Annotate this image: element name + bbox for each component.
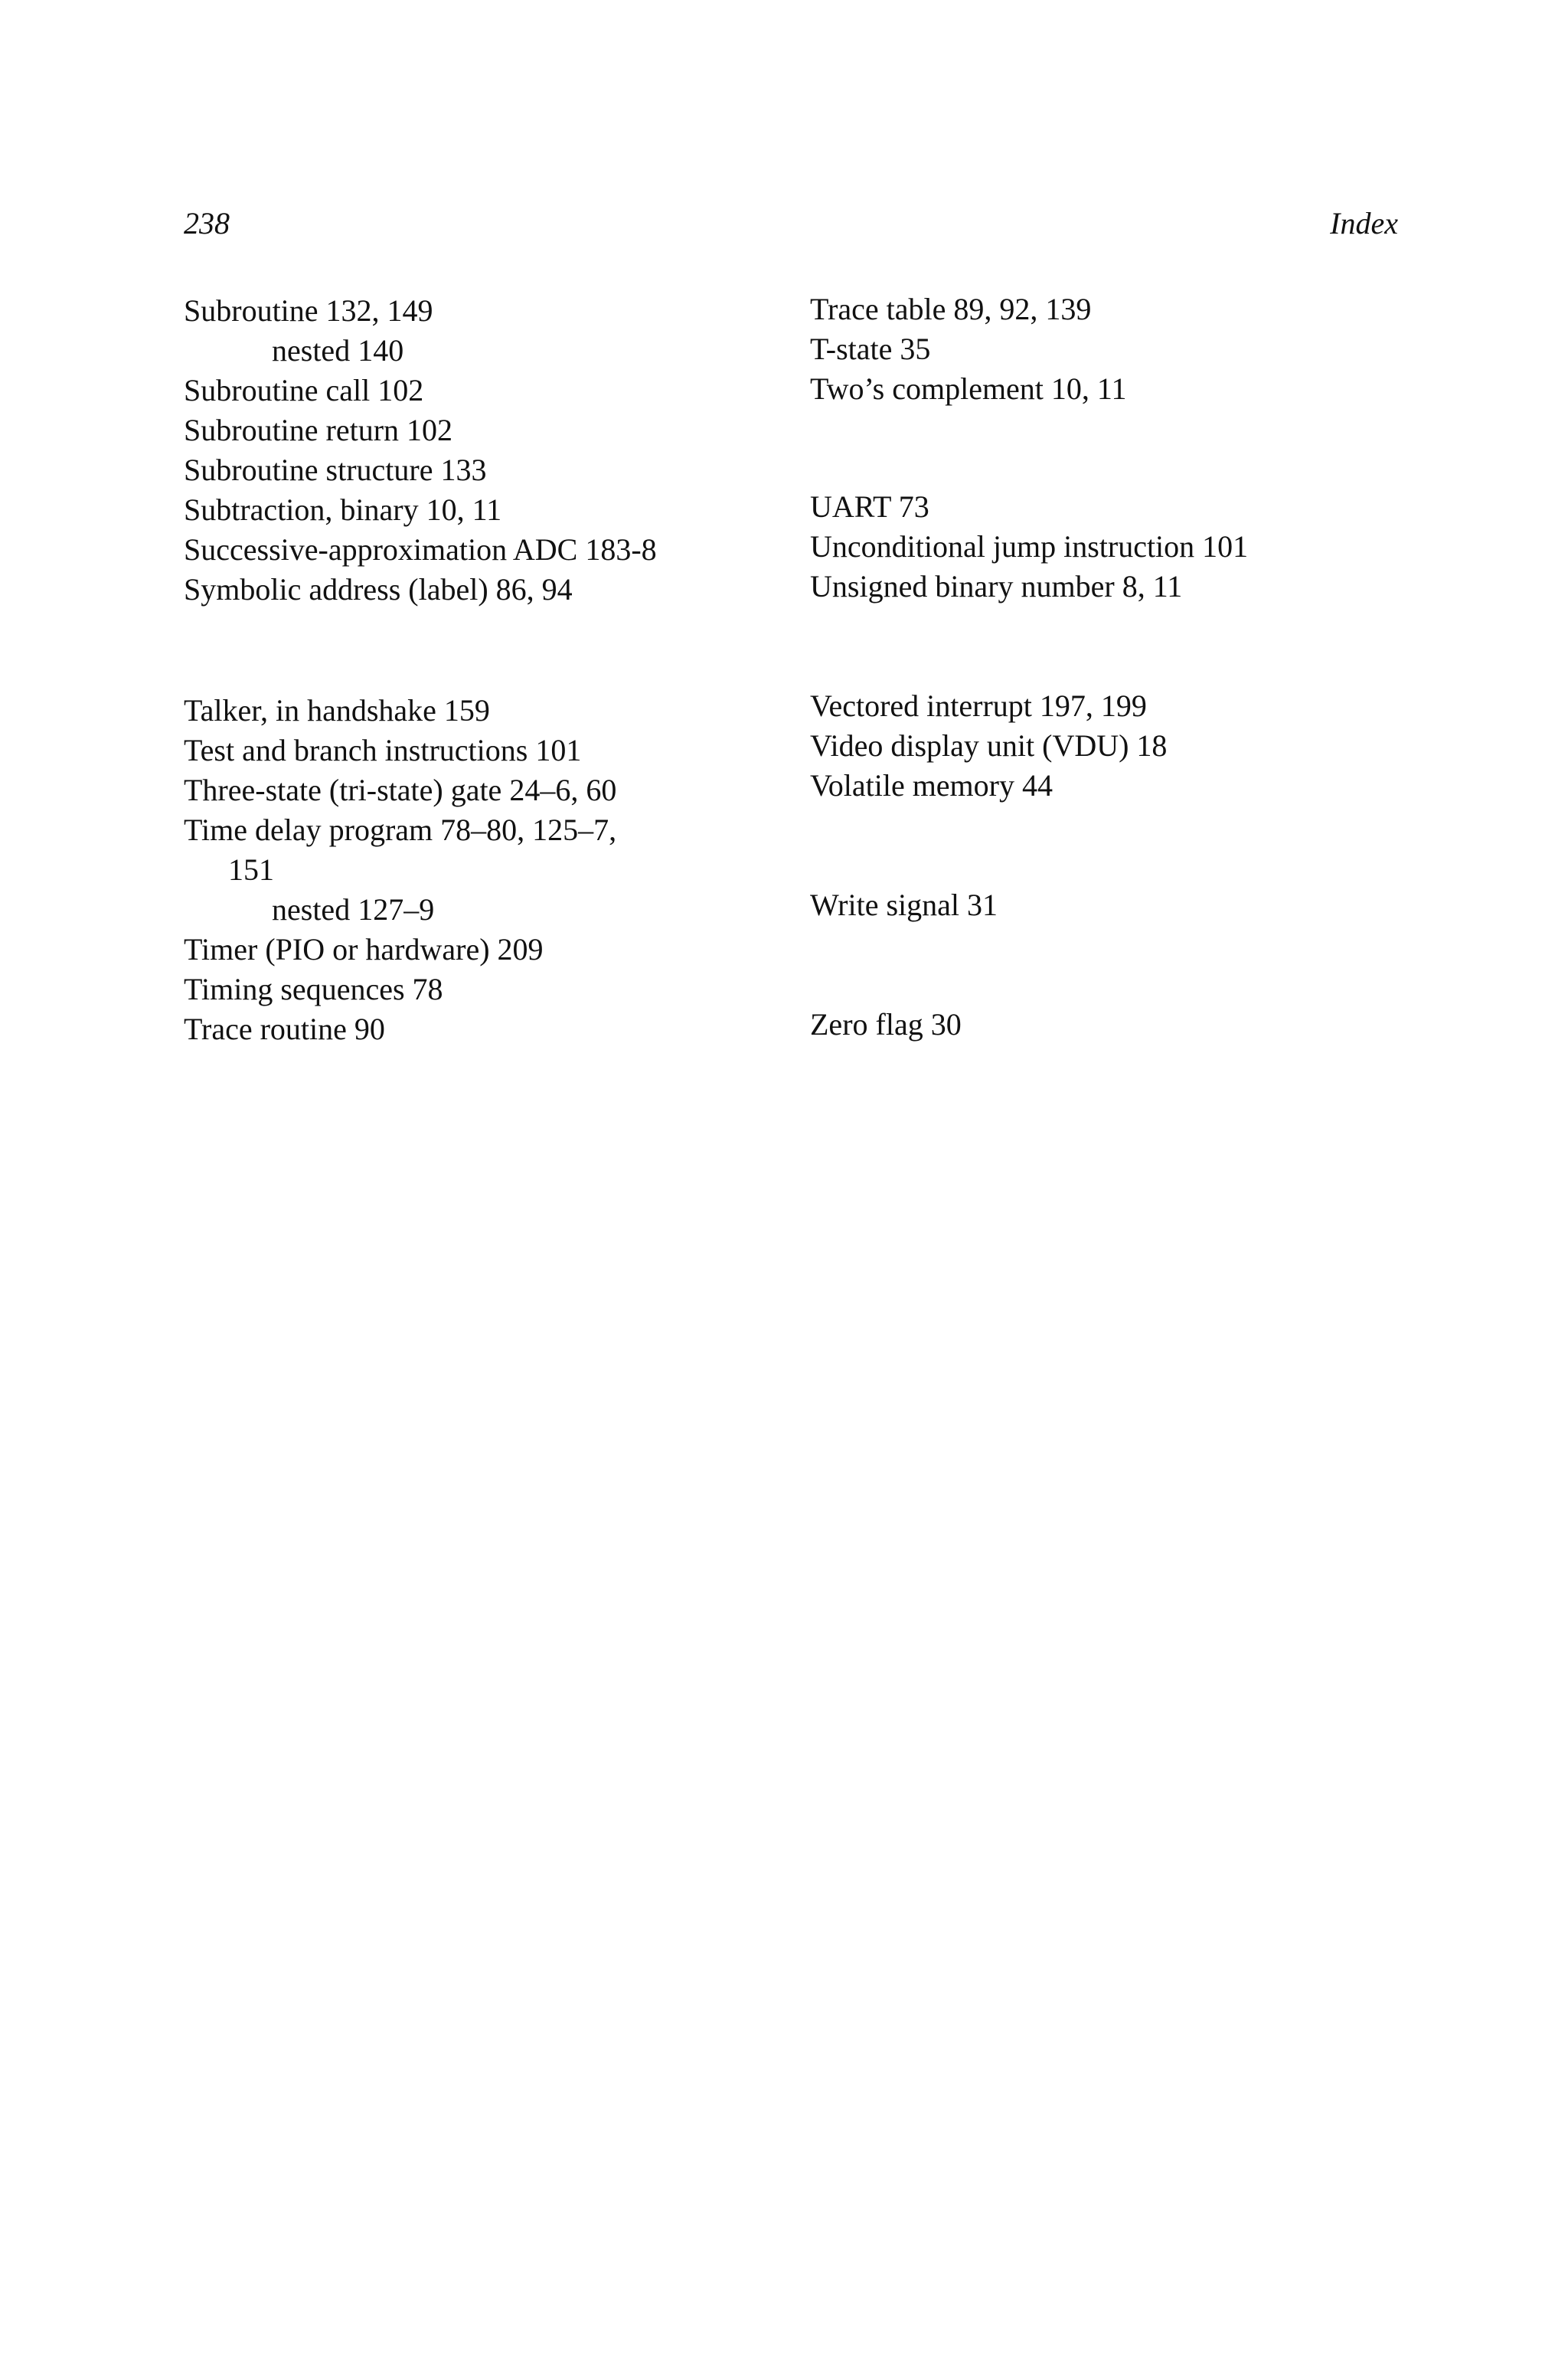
index-subentry: nested 140 <box>272 333 404 368</box>
index-entry: Video display unit (VDU) 18 <box>810 728 1168 763</box>
index-entry: Talker, in handshake 159 <box>184 693 490 728</box>
index-group-t-right <box>810 289 1126 409</box>
index-entry: Trace table 89, 92, 139 <box>810 292 1092 326</box>
index-entry: Unsigned binary number 8, 11 <box>810 569 1183 603</box>
index-entry: Trace routine 90 <box>184 1012 385 1046</box>
index-entry: Symbolic address (label) 86, 94 <box>184 572 573 607</box>
index-entry: Time delay program 78–80, 125–7, <box>184 813 617 847</box>
index-group-w <box>810 885 998 925</box>
index-entry: Volatile memory 44 <box>810 768 1053 803</box>
running-head: Index <box>1330 206 1398 240</box>
index-entry: Subroutine structure 133 <box>184 453 487 487</box>
index-entry: Zero flag 30 <box>810 1007 962 1042</box>
index-entry: Two’s complement 10, 11 <box>810 371 1127 406</box>
index-group-s <box>184 291 657 610</box>
index-group-u <box>810 487 1248 607</box>
index-entry-continuation: 151 <box>228 852 274 887</box>
index-entry: UART 73 <box>810 489 929 524</box>
index-entry: Successive-approximation ADC 183-8 <box>184 532 657 567</box>
index-group-v <box>810 686 1167 806</box>
index-group-t-left <box>184 691 616 1049</box>
index-entry: T-state 35 <box>810 332 931 366</box>
index-entry: Write signal 31 <box>810 888 998 922</box>
index-entry: Subroutine 132, 149 <box>184 293 433 328</box>
index-entry: Subroutine call 102 <box>184 373 424 407</box>
page-number: 238 <box>184 206 230 240</box>
index-entry: Subroutine return 102 <box>184 413 453 447</box>
index-subentry: nested 127–9 <box>272 892 435 927</box>
index-entry: Test and branch instructions 101 <box>184 733 582 767</box>
index-entry: Three-state (tri-state) gate 24–6, 60 <box>184 773 617 807</box>
index-entry: Unconditional jump instruction 101 <box>810 529 1249 564</box>
index-entry: Timing sequences 78 <box>184 972 443 1006</box>
index-group-z <box>810 1005 962 1045</box>
index-entry: Subtraction, binary 10, 11 <box>184 492 502 527</box>
index-entry: Vectored interrupt 197, 199 <box>810 689 1147 723</box>
index-entry: Timer (PIO or hardware) 209 <box>184 932 544 967</box>
